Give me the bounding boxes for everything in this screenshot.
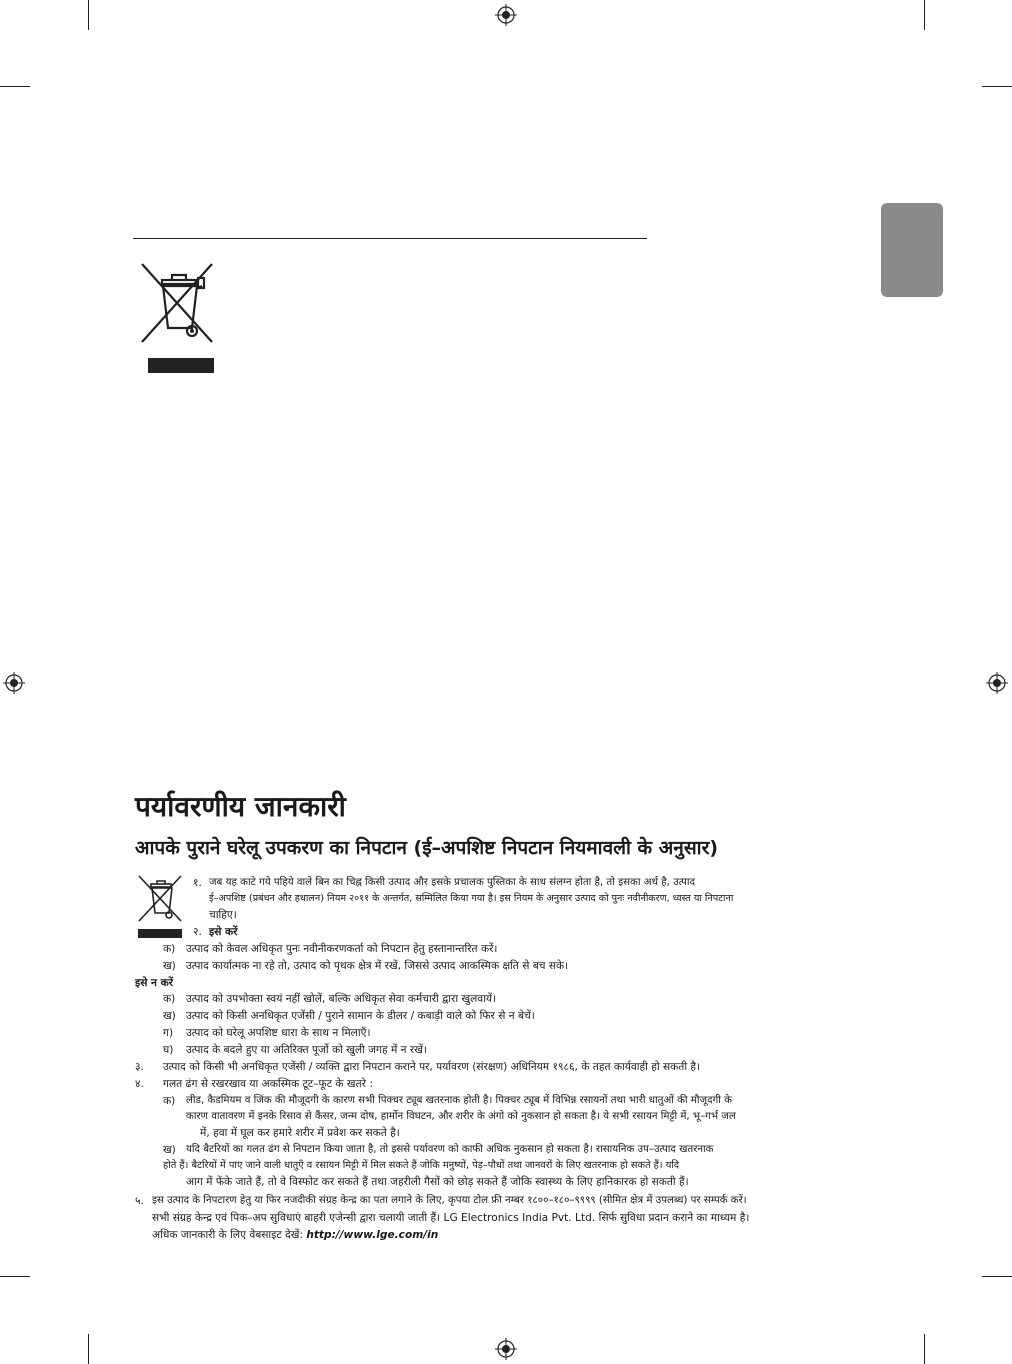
page-title: पर्यावरणीय जानकारी [135, 790, 346, 823]
paragraph-line [152, 1227, 438, 1243]
crop-mark [924, 0, 925, 30]
list-marker: क) [163, 943, 176, 955]
paragraph-line: गलत ढंग से रखरखाव या अकस्मिक टूट–फूट के खतरे : [163, 1078, 373, 1090]
section-subtitle: आपके पुराने घरेलू उपकरण का निपटान (ई–अपशिष्ट निपटान नियमावली के अनुसार) [135, 837, 719, 859]
registration-mark-icon [3, 672, 25, 694]
list-item: उत्पाद को घरेलू अपशिष्ट धारा के साथ न मिलाएँ। [186, 1027, 371, 1039]
language-side-tab [881, 203, 943, 297]
list-marker: घ) [163, 1044, 174, 1056]
crop-mark [0, 86, 30, 87]
paragraph-line: होते हैं। बैटरियों में पाए जाने वाली धातुएँ व रसायन मिट्टी में मिल सकते हैं जोकि मनुष्यों, पेड़–पौधों तथा जानवरों के लिए खतरनाक हो सकते हैं। यदि [163, 1160, 680, 1171]
item-number: १. [193, 877, 202, 889]
crop-mark [88, 0, 89, 30]
paragraph-line: ई–अपशिष्ट (प्रबंधन और हथालन) नियम २०११ के अन्तर्गत, सम्मिलित किया गया है। इस नियम के अनुसार उत्पाद को पुनः नवीनीकरण, ध्वस्त या निपटाना [209, 893, 734, 904]
list-item: उत्पाद को केवल अधिकृत पुनः नवीनीकरणकर्ता को निपटान हेतु हस्तानान्तरित करें। [186, 943, 498, 955]
registration-mark-icon [495, 1338, 517, 1360]
list-marker: ख) [163, 1010, 176, 1022]
crop-mark [88, 1334, 89, 1364]
paragraph-line: जब यह काटे गये पहिये वाले बिन का चिह्न किसी उत्पाद और इसके प्रचालक पुस्तिका के साथ संलग्न होता है, तो इसका अर्थ है, उत्पाद [209, 877, 695, 888]
crop-mark [982, 1276, 1012, 1277]
paragraph-line: इस उत्पाद के निपटारण हेतु या फिर नजदीकी संग्रह केन्द्र का पता लगाने के लिए, कृपया टोल फ्री नम्बर १८००–१८०–९९९९ (सीमित क्षेत्र में उपलब्ध) पर सम्पर्क करें। [152, 1195, 747, 1206]
crossed-out-wheelie-bin-icon [136, 873, 184, 939]
item-number: २. [193, 926, 202, 938]
paragraph-line: उत्पाद को किसी भी अनधिकृत एजेंसी / व्यक्ति द्वारा निपटान कराने पर, पर्यावरण (संरक्षण) अधिनियम १९८६, के तहत कार्यवाही हो सकती है। [163, 1061, 701, 1073]
list-item: उत्पाद के बदले हुए या अतिरिक्त पूर्जो को खुली जगह में न रखें। [186, 1044, 427, 1056]
list-marker: क) [163, 993, 176, 1005]
crop-mark [0, 1276, 30, 1277]
more-info-text: अधिक जानकारी के लिए वेबसाइट देखें: [152, 1229, 303, 1241]
list-item: उत्पाद कार्यात्मक ना रहे तो, उत्पाद को पृथक क्षेत्र में रखें, जिससे उत्पाद आकस्मिक क्षति से बच सके। [186, 960, 569, 972]
crop-mark [982, 86, 1012, 87]
paragraph-line: में, हवा में घूल कर हमारे शरीर में प्रवेश कर सकते है। [200, 1127, 400, 1139]
crop-mark [924, 1334, 925, 1364]
paragraph-line: आग में फेंके जाते हैं, तो वे विस्फोट कर सकते हैं तथा जहरीली गैसों को छोड़ सकते हैं जोकि स्वास्थ्य के लिए हानिकारक हो सकती हैं। [186, 1176, 689, 1188]
do-heading: इसे करें [209, 926, 238, 938]
dont-heading: इसे न करें [135, 977, 174, 989]
item-number: ४. [135, 1078, 144, 1090]
paragraph-line: यदि बैटरियों का गलत ढंग से निपटान किया जाता है, तो इससे पर्यावरण को काफी अधिक नुकसान हो सकता है। रासायनिक उप–उत्पाद खतरनाक [186, 1144, 714, 1155]
item-number: ३. [135, 1061, 144, 1073]
paragraph-line [152, 1210, 749, 1226]
section-divider [133, 238, 647, 239]
registration-mark-icon [986, 672, 1008, 694]
paragraph-line: चाहिए। [209, 909, 237, 921]
paragraph-line: कारण वातावरण में इनके रिसाव से कैंसर, जन्म दोष, हार्मोन विघटन, और शरीर के अंगो को नुकसान हो सकता है। ये सभी रसायन मिट्टी में, भू–गर्भ जल [186, 1111, 736, 1122]
crossed-out-wheelie-bin-icon [138, 260, 216, 376]
item-number: ५. [135, 1195, 144, 1207]
list-marker: ख) [163, 1144, 176, 1156]
company-name: LG Electronics India Pvt. Ltd. [443, 1212, 596, 1224]
list-item: उत्पाद को किसी अनधिकृत एजेंसी / पुराने सामान के डीलर / कबाड़ी वाले को फिर से न बेचें। [186, 1010, 535, 1022]
collection-text: सभी संग्रह केन्द्र एवं पिक–अप सुविधाएं बाहरी एजेन्सी द्वारा चलायी जाती हैं। [152, 1212, 441, 1224]
list-marker: क) [163, 1095, 176, 1107]
list-item: उत्पाद को उपभोक्ता स्वयं नहीं खोलें, बल्कि अधिकृत सेवा कर्मचारी द्वारा खुलवायें। [186, 993, 497, 1005]
registration-mark-icon [495, 4, 517, 26]
website-link[interactable]: http://www.lge.com/in [306, 1229, 439, 1241]
list-marker: ग) [163, 1027, 174, 1039]
list-marker: ख) [163, 960, 176, 972]
paragraph-line: लीड, कैडमियम व जिंक की मौजूदगी के कारण सभी पिक्चर ट्यूब खतरनाक होती है। पिक्चर ट्यूब में विभिन्न रसायनों तथा भारी धातुओं की मौजूदगी के [186, 1095, 732, 1106]
collection-text-end: सिर्फ सुविधा प्रदान कराने का माध्यम है। [598, 1212, 750, 1224]
